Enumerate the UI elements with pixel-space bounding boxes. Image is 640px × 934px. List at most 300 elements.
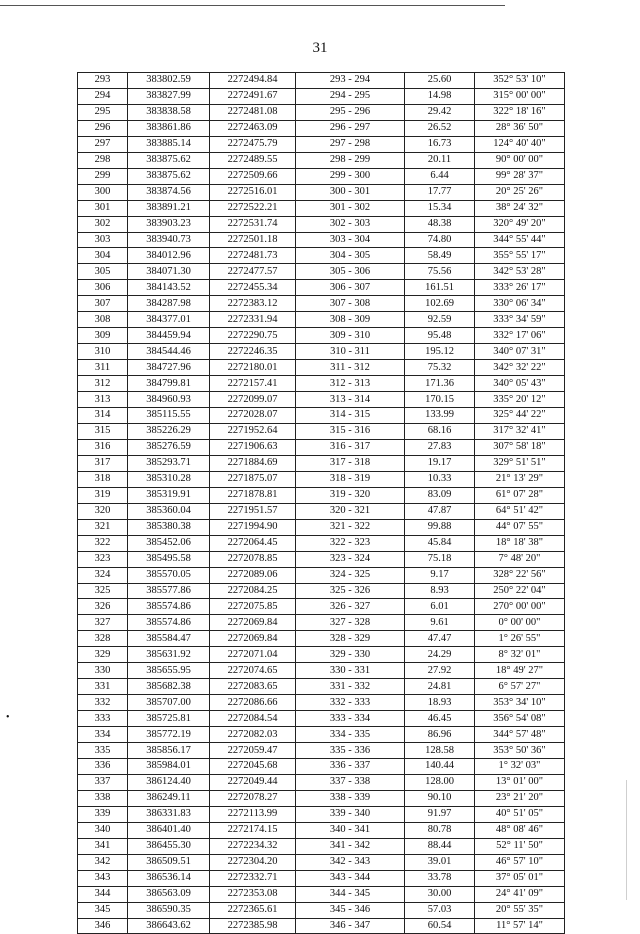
bearing-cell: 90° 00' 00"	[475, 152, 565, 168]
x-coordinate-cell: 384143.52	[128, 280, 210, 296]
y-coordinate-cell: 2272489.55	[210, 152, 296, 168]
y-coordinate-cell: 2271951.57	[210, 503, 296, 519]
point-number-cell: 309	[78, 328, 128, 344]
y-coordinate-cell: 2272501.18	[210, 232, 296, 248]
point-number-cell: 339	[78, 806, 128, 822]
length-cell: 10.33	[405, 471, 475, 487]
y-coordinate-cell: 2271875.07	[210, 471, 296, 487]
bearing-cell: 322° 18' 16"	[475, 104, 565, 120]
table-row	[78, 408, 565, 424]
segment-cell: 339 - 340	[296, 806, 405, 822]
segment-cell: 343 - 344	[296, 870, 405, 886]
point-number-cell: 312	[78, 376, 128, 392]
bearing-cell: 352° 53' 10"	[475, 73, 565, 89]
point-number-cell: 324	[78, 567, 128, 583]
bearing-cell: 325° 44' 22"	[475, 408, 565, 424]
point-number-cell: 300	[78, 184, 128, 200]
y-coordinate-cell: 2272522.21	[210, 200, 296, 216]
segment-cell: 329 - 330	[296, 647, 405, 663]
bearing-cell: 38° 24' 32"	[475, 200, 565, 216]
x-coordinate-cell: 383875.62	[128, 152, 210, 168]
point-number-cell: 301	[78, 200, 128, 216]
length-cell: 26.52	[405, 120, 475, 136]
table-row	[78, 73, 565, 89]
point-number-cell: 328	[78, 631, 128, 647]
length-cell: 6.44	[405, 168, 475, 184]
x-coordinate-cell: 386331.83	[128, 806, 210, 822]
length-cell: 27.83	[405, 439, 475, 455]
y-coordinate-cell: 2272113.99	[210, 806, 296, 822]
length-cell: 60.54	[405, 918, 475, 934]
bearing-cell: 11° 57' 14"	[475, 918, 565, 934]
bearing-cell: 44° 07' 55"	[475, 519, 565, 535]
y-coordinate-cell: 2272481.08	[210, 104, 296, 120]
bearing-cell: 317° 32' 41"	[475, 423, 565, 439]
segment-cell: 321 - 322	[296, 519, 405, 535]
x-coordinate-cell: 383903.23	[128, 216, 210, 232]
point-number-cell: 345	[78, 902, 128, 918]
y-coordinate-cell: 2272049.44	[210, 774, 296, 790]
bearing-cell: 18° 18' 38"	[475, 535, 565, 551]
table-row	[78, 360, 565, 376]
point-number-cell: 307	[78, 296, 128, 312]
x-coordinate-cell: 386509.51	[128, 854, 210, 870]
point-number-cell: 321	[78, 519, 128, 535]
point-number-cell: 293	[78, 73, 128, 89]
bearing-cell: 307° 58' 18"	[475, 439, 565, 455]
segment-cell: 314 - 315	[296, 408, 405, 424]
table-row	[78, 822, 565, 838]
bearing-cell: 48° 08' 46"	[475, 822, 565, 838]
bearing-cell: 8° 32' 01"	[475, 647, 565, 663]
segment-cell: 297 - 298	[296, 136, 405, 152]
table-row	[78, 296, 565, 312]
length-cell: 92.59	[405, 312, 475, 328]
y-coordinate-cell: 2272365.61	[210, 902, 296, 918]
table-row	[78, 184, 565, 200]
bearing-cell: 52° 11' 50"	[475, 838, 565, 854]
length-cell: 45.84	[405, 535, 475, 551]
y-coordinate-cell: 2272383.12	[210, 296, 296, 312]
point-number-cell: 341	[78, 838, 128, 854]
segment-cell: 316 - 317	[296, 439, 405, 455]
y-coordinate-cell: 2272082.03	[210, 727, 296, 743]
length-cell: 140.44	[405, 758, 475, 774]
x-coordinate-cell: 383875.62	[128, 168, 210, 184]
x-coordinate-cell: 386643.62	[128, 918, 210, 934]
length-cell: 57.03	[405, 902, 475, 918]
x-coordinate-cell: 385319.91	[128, 487, 210, 503]
bearing-cell: 356° 54' 08"	[475, 711, 565, 727]
table-row	[78, 711, 565, 727]
bearing-cell: 340° 07' 31"	[475, 344, 565, 360]
x-coordinate-cell: 385574.86	[128, 615, 210, 631]
x-coordinate-cell: 383940.73	[128, 232, 210, 248]
length-cell: 128.58	[405, 743, 475, 759]
table-row	[78, 200, 565, 216]
y-coordinate-cell: 2272477.57	[210, 264, 296, 280]
y-coordinate-cell: 2271952.64	[210, 423, 296, 439]
point-number-cell: 310	[78, 344, 128, 360]
table-row	[78, 631, 565, 647]
margin-mark: •	[6, 712, 10, 723]
x-coordinate-cell: 385226.29	[128, 423, 210, 439]
segment-cell: 332 - 333	[296, 695, 405, 711]
table-row	[78, 376, 565, 392]
x-coordinate-cell: 385380.38	[128, 519, 210, 535]
length-cell: 39.01	[405, 854, 475, 870]
x-coordinate-cell: 385495.58	[128, 551, 210, 567]
point-number-cell: 330	[78, 663, 128, 679]
y-coordinate-cell: 2272475.79	[210, 136, 296, 152]
point-number-cell: 343	[78, 870, 128, 886]
table-row	[78, 248, 565, 264]
segment-cell: 313 - 314	[296, 392, 405, 408]
segment-cell: 333 - 334	[296, 711, 405, 727]
y-coordinate-cell: 2272455.34	[210, 280, 296, 296]
segment-cell: 306 - 307	[296, 280, 405, 296]
y-coordinate-cell: 2272086.66	[210, 695, 296, 711]
table-row	[78, 88, 565, 104]
segment-cell: 293 - 294	[296, 73, 405, 89]
x-coordinate-cell: 383861.86	[128, 120, 210, 136]
bearing-cell: 46° 57' 10"	[475, 854, 565, 870]
length-cell: 9.61	[405, 615, 475, 631]
bearing-cell: 7° 48' 20"	[475, 551, 565, 567]
length-cell: 90.10	[405, 790, 475, 806]
length-cell: 86.96	[405, 727, 475, 743]
coordinates-table-body	[78, 73, 565, 934]
length-cell: 33.78	[405, 870, 475, 886]
y-coordinate-cell: 2272074.65	[210, 663, 296, 679]
x-coordinate-cell: 384459.94	[128, 328, 210, 344]
length-cell: 83.09	[405, 487, 475, 503]
bearing-cell: 124° 40' 40"	[475, 136, 565, 152]
point-number-cell: 344	[78, 886, 128, 902]
table-row	[78, 695, 565, 711]
y-coordinate-cell: 2272463.09	[210, 120, 296, 136]
bearing-cell: 24° 41' 09"	[475, 886, 565, 902]
x-coordinate-cell: 385772.19	[128, 727, 210, 743]
point-number-cell: 338	[78, 790, 128, 806]
length-cell: 8.93	[405, 583, 475, 599]
segment-cell: 338 - 339	[296, 790, 405, 806]
table-row	[78, 487, 565, 503]
y-coordinate-cell: 2272084.54	[210, 711, 296, 727]
top-rule	[0, 5, 505, 6]
y-coordinate-cell: 2271878.81	[210, 487, 296, 503]
segment-cell: 336 - 337	[296, 758, 405, 774]
y-coordinate-cell: 2272304.20	[210, 854, 296, 870]
table-row	[78, 615, 565, 631]
point-number-cell: 299	[78, 168, 128, 184]
length-cell: 9.17	[405, 567, 475, 583]
y-coordinate-cell: 2272331.94	[210, 312, 296, 328]
bearing-cell: 335° 20' 12"	[475, 392, 565, 408]
x-coordinate-cell: 385984.01	[128, 758, 210, 774]
x-coordinate-cell: 385577.86	[128, 583, 210, 599]
point-number-cell: 315	[78, 423, 128, 439]
length-cell: 74.80	[405, 232, 475, 248]
point-number-cell: 322	[78, 535, 128, 551]
table-row	[78, 344, 565, 360]
y-coordinate-cell: 2272064.45	[210, 535, 296, 551]
table-row	[78, 120, 565, 136]
y-coordinate-cell: 2271906.63	[210, 439, 296, 455]
length-cell: 47.47	[405, 631, 475, 647]
x-coordinate-cell: 386536.14	[128, 870, 210, 886]
table-row	[78, 471, 565, 487]
x-coordinate-cell: 383885.14	[128, 136, 210, 152]
bearing-cell: 270° 00' 00"	[475, 599, 565, 615]
y-coordinate-cell: 2272516.01	[210, 184, 296, 200]
table-row	[78, 551, 565, 567]
table-row	[78, 392, 565, 408]
segment-cell: 296 - 297	[296, 120, 405, 136]
point-number-cell: 297	[78, 136, 128, 152]
segment-cell: 303 - 304	[296, 232, 405, 248]
point-number-cell: 306	[78, 280, 128, 296]
segment-cell: 295 - 296	[296, 104, 405, 120]
point-number-cell: 303	[78, 232, 128, 248]
table-row	[78, 136, 565, 152]
point-number-cell: 332	[78, 695, 128, 711]
length-cell: 20.11	[405, 152, 475, 168]
y-coordinate-cell: 2272089.06	[210, 567, 296, 583]
y-coordinate-cell: 2272059.47	[210, 743, 296, 759]
x-coordinate-cell: 385682.38	[128, 679, 210, 695]
bearing-cell: 320° 49' 20"	[475, 216, 565, 232]
bearing-cell: 28° 36' 50"	[475, 120, 565, 136]
bearing-cell: 333° 34' 59"	[475, 312, 565, 328]
bearing-cell: 64° 51' 42"	[475, 503, 565, 519]
y-coordinate-cell: 2272494.84	[210, 73, 296, 89]
length-cell: 16.73	[405, 136, 475, 152]
point-number-cell: 295	[78, 104, 128, 120]
bearing-cell: 99° 28' 37"	[475, 168, 565, 184]
bearing-cell: 342° 32' 22"	[475, 360, 565, 376]
length-cell: 80.78	[405, 822, 475, 838]
segment-cell: 299 - 300	[296, 168, 405, 184]
segment-cell: 309 - 310	[296, 328, 405, 344]
table-row	[78, 870, 565, 886]
table-row	[78, 790, 565, 806]
segment-cell: 302 - 303	[296, 216, 405, 232]
x-coordinate-cell: 385707.00	[128, 695, 210, 711]
segment-cell: 318 - 319	[296, 471, 405, 487]
y-coordinate-cell: 2272332.71	[210, 870, 296, 886]
bearing-cell: 344° 57' 48"	[475, 727, 565, 743]
bearing-cell: 355° 55' 17"	[475, 248, 565, 264]
segment-cell: 341 - 342	[296, 838, 405, 854]
y-coordinate-cell: 2272045.68	[210, 758, 296, 774]
x-coordinate-cell: 385574.86	[128, 599, 210, 615]
table-row	[78, 312, 565, 328]
point-number-cell: 334	[78, 727, 128, 743]
bearing-cell: 353° 34' 10"	[475, 695, 565, 711]
segment-cell: 317 - 318	[296, 455, 405, 471]
segment-cell: 294 - 295	[296, 88, 405, 104]
bearing-cell: 23° 21' 20"	[475, 790, 565, 806]
length-cell: 170.15	[405, 392, 475, 408]
length-cell: 75.32	[405, 360, 475, 376]
bearing-cell: 328° 22' 56"	[475, 567, 565, 583]
table-row	[78, 918, 565, 934]
table-row	[78, 567, 565, 583]
point-number-cell: 318	[78, 471, 128, 487]
length-cell: 24.81	[405, 679, 475, 695]
table-row	[78, 663, 565, 679]
x-coordinate-cell: 385631.92	[128, 647, 210, 663]
bearing-cell: 333° 26' 17"	[475, 280, 565, 296]
table-row	[78, 423, 565, 439]
segment-cell: 315 - 316	[296, 423, 405, 439]
bearing-cell: 37° 05' 01"	[475, 870, 565, 886]
table-row	[78, 647, 565, 663]
length-cell: 27.92	[405, 663, 475, 679]
length-cell: 24.29	[405, 647, 475, 663]
table-row	[78, 583, 565, 599]
table-row	[78, 168, 565, 184]
table-row	[78, 152, 565, 168]
segment-cell: 310 - 311	[296, 344, 405, 360]
point-number-cell: 320	[78, 503, 128, 519]
table-row	[78, 519, 565, 535]
length-cell: 128.00	[405, 774, 475, 790]
x-coordinate-cell: 383802.59	[128, 73, 210, 89]
x-coordinate-cell: 386401.40	[128, 822, 210, 838]
length-cell: 75.56	[405, 264, 475, 280]
bearing-cell: 6° 57' 27"	[475, 679, 565, 695]
y-coordinate-cell: 2272028.07	[210, 408, 296, 424]
segment-cell: 312 - 313	[296, 376, 405, 392]
bearing-cell: 332° 17' 06"	[475, 328, 565, 344]
table-row	[78, 232, 565, 248]
bearing-cell: 0° 00' 00"	[475, 615, 565, 631]
table-row	[78, 886, 565, 902]
x-coordinate-cell: 385856.17	[128, 743, 210, 759]
length-cell: 68.16	[405, 423, 475, 439]
bearing-cell: 61° 07' 28"	[475, 487, 565, 503]
x-coordinate-cell: 385570.05	[128, 567, 210, 583]
table-row	[78, 743, 565, 759]
table-row	[78, 216, 565, 232]
bearing-cell: 20° 25' 26"	[475, 184, 565, 200]
bearing-cell: 1° 26' 55"	[475, 631, 565, 647]
bearing-cell: 13° 01' 00"	[475, 774, 565, 790]
segment-cell: 342 - 343	[296, 854, 405, 870]
x-coordinate-cell: 384960.93	[128, 392, 210, 408]
point-number-cell: 319	[78, 487, 128, 503]
bearing-cell: 40° 51' 05"	[475, 806, 565, 822]
segment-cell: 324 - 325	[296, 567, 405, 583]
bearing-cell: 330° 06' 34"	[475, 296, 565, 312]
x-coordinate-cell: 385115.55	[128, 408, 210, 424]
point-number-cell: 340	[78, 822, 128, 838]
bearing-cell: 353° 50' 36"	[475, 743, 565, 759]
y-coordinate-cell: 2272491.67	[210, 88, 296, 104]
segment-cell: 327 - 328	[296, 615, 405, 631]
length-cell: 133.99	[405, 408, 475, 424]
table-row	[78, 439, 565, 455]
segment-cell: 304 - 305	[296, 248, 405, 264]
point-number-cell: 335	[78, 743, 128, 759]
length-cell: 15.34	[405, 200, 475, 216]
x-coordinate-cell: 384071.30	[128, 264, 210, 280]
length-cell: 95.48	[405, 328, 475, 344]
segment-cell: 307 - 308	[296, 296, 405, 312]
x-coordinate-cell: 383891.21	[128, 200, 210, 216]
y-coordinate-cell: 2272078.27	[210, 790, 296, 806]
x-coordinate-cell: 385310.28	[128, 471, 210, 487]
y-coordinate-cell: 2272069.84	[210, 631, 296, 647]
x-coordinate-cell: 386455.30	[128, 838, 210, 854]
x-coordinate-cell: 384799.81	[128, 376, 210, 392]
segment-cell: 344 - 345	[296, 886, 405, 902]
y-coordinate-cell: 2272099.07	[210, 392, 296, 408]
point-number-cell: 308	[78, 312, 128, 328]
length-cell: 25.60	[405, 73, 475, 89]
y-coordinate-cell: 2271884.69	[210, 455, 296, 471]
point-number-cell: 296	[78, 120, 128, 136]
length-cell: 99.88	[405, 519, 475, 535]
x-coordinate-cell: 384544.46	[128, 344, 210, 360]
bearing-cell: 342° 53' 28"	[475, 264, 565, 280]
point-number-cell: 333	[78, 711, 128, 727]
length-cell: 46.45	[405, 711, 475, 727]
point-number-cell: 294	[78, 88, 128, 104]
x-coordinate-cell: 385276.59	[128, 439, 210, 455]
table-row	[78, 806, 565, 822]
length-cell: 161.51	[405, 280, 475, 296]
y-coordinate-cell: 2272071.04	[210, 647, 296, 663]
length-cell: 48.38	[405, 216, 475, 232]
x-coordinate-cell: 384012.96	[128, 248, 210, 264]
length-cell: 88.44	[405, 838, 475, 854]
bearing-cell: 329° 51' 51"	[475, 455, 565, 471]
bearing-cell: 18° 49' 27"	[475, 663, 565, 679]
x-coordinate-cell: 385360.04	[128, 503, 210, 519]
segment-cell: 330 - 331	[296, 663, 405, 679]
x-coordinate-cell: 385293.71	[128, 455, 210, 471]
point-number-cell: 305	[78, 264, 128, 280]
point-number-cell: 323	[78, 551, 128, 567]
segment-cell: 301 - 302	[296, 200, 405, 216]
y-coordinate-cell: 2272481.73	[210, 248, 296, 264]
x-coordinate-cell: 385452.06	[128, 535, 210, 551]
table-row	[78, 902, 565, 918]
x-coordinate-cell: 386249.11	[128, 790, 210, 806]
segment-cell: 322 - 323	[296, 535, 405, 551]
point-number-cell: 336	[78, 758, 128, 774]
table-row	[78, 758, 565, 774]
y-coordinate-cell: 2272075.85	[210, 599, 296, 615]
segment-cell: 319 - 320	[296, 487, 405, 503]
segment-cell: 337 - 338	[296, 774, 405, 790]
length-cell: 195.12	[405, 344, 475, 360]
point-number-cell: 325	[78, 583, 128, 599]
coordinates-table	[77, 72, 565, 934]
y-coordinate-cell: 2272246.35	[210, 344, 296, 360]
y-coordinate-cell: 2272385.98	[210, 918, 296, 934]
table-row	[78, 455, 565, 471]
bearing-cell: 20° 55' 35"	[475, 902, 565, 918]
segment-cell: 346 - 347	[296, 918, 405, 934]
point-number-cell: 346	[78, 918, 128, 934]
table-row	[78, 599, 565, 615]
y-coordinate-cell: 2272174.15	[210, 822, 296, 838]
table-row	[78, 280, 565, 296]
